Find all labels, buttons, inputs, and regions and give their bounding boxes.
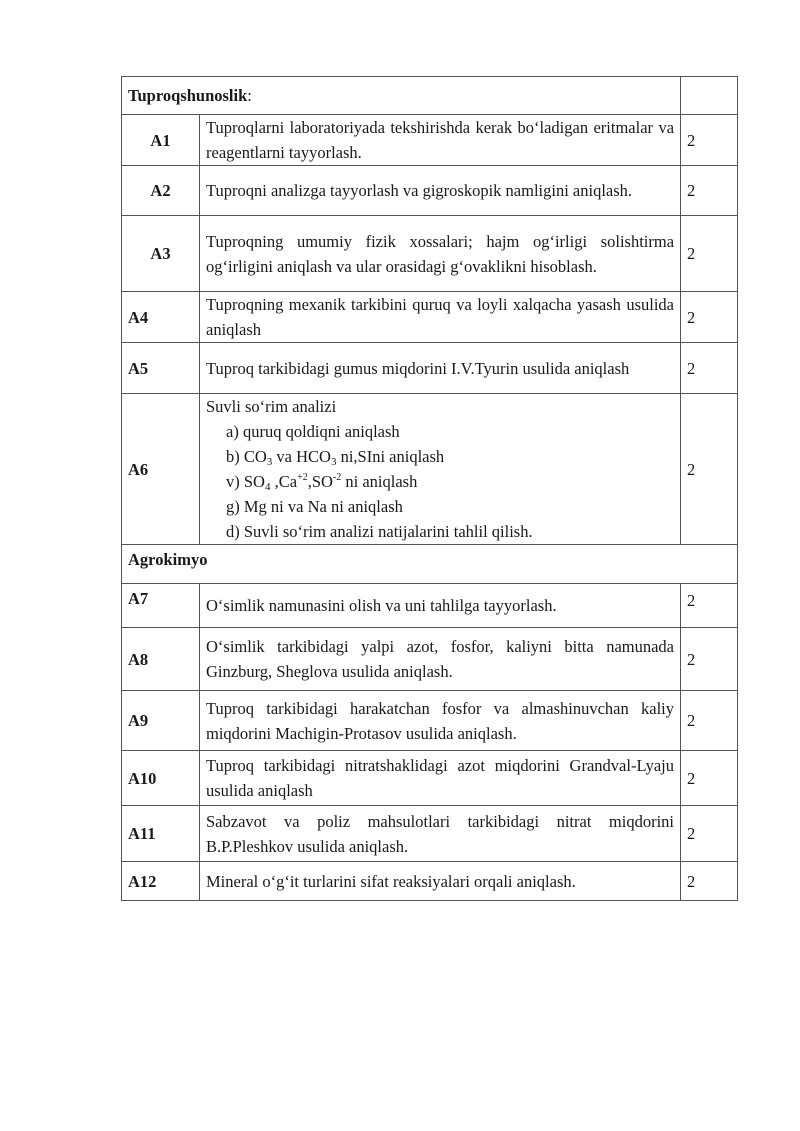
row-code: A6 [122,394,200,545]
lab-plan-table [121,76,738,901]
row-description: Tuproqni analizga tayyorlash va gigroskopik namligini aniqlash. [200,166,681,216]
row-hours: 2 [681,394,738,545]
row-code: A7 [122,584,200,628]
table-row [122,216,738,292]
row-hours: 2 [681,751,738,806]
table-row [122,751,738,806]
a6-title: Suvli so‘rim analizi [206,397,337,416]
table-row [122,115,738,166]
row-hours: 2 [681,115,738,166]
row-description: Sabzavot va poliz mahsulotlari tarkibidagi nitrat miqdorini B.P.Pleshkov usulida aniqlash. [200,806,681,862]
row-description: Tuproq tarkibidagi gumus miqdorini I.V.Tyurin usulida aniqlash [200,343,681,394]
row-code: A2 [122,166,200,216]
row-code: A8 [122,628,200,691]
section-row-agro [122,545,738,584]
row-code: A10 [122,751,200,806]
row-hours: 2 [681,862,738,901]
empty-cell [681,77,738,115]
row-code: A5 [122,343,200,394]
row-code: A9 [122,691,200,751]
section-heading-soil: Tuproqshunoslik: [122,77,681,115]
row-description: O‘simlik tarkibidagi yalpi azot, fosfor, kaliyni bitta namunada Ginzburg, Sheglova usulida aniqlash. [200,628,681,691]
row-description: O‘simlik namunasini olish va uni tahlilga tayyorlash. [200,584,681,628]
row-code: A4 [122,292,200,343]
table-row [122,691,738,751]
row-description: Tuproq tarkibidagi nitratshaklidagi azot miqdorini Grandval-Lyaju usulida aniqlash [200,751,681,806]
row-hours: 2 [681,292,738,343]
table-row [122,628,738,691]
a6-item-d: d) Suvli so‘rim analizi natijalarini tahlil qilish. [226,522,533,541]
row-description: Tuproq tarkibidagi harakatchan fosfor va almashinuvchan kaliy miqdorini Machigin-Protasov usulida aniqlash. [200,691,681,751]
table-row [122,584,738,628]
table-row [122,862,738,901]
a6-item-a: a) quruq qoldiqni aniqlash [226,422,400,441]
row-description: Mineral o‘g‘it turlarini sifat reaksiyalari orqali aniqlash. [200,862,681,901]
a6-item-v: v) $SO_4$ $,Ca^{+2},SO^{-2}$ ni aniqlash [226,472,418,493]
row-description: Tuproqning mexanik tarkibini quruq va loyli xalqacha yasash usulida aniqlash [200,292,681,343]
table-row [122,806,738,862]
row-hours: 2 [681,628,738,691]
row-hours: 2 [681,166,738,216]
a6-item-b: b) $CO_3$ va $HCO_3$ ni,SIni aniqlash [226,447,445,468]
row-hours: 2 [681,343,738,394]
a6-item-g: g) Mg ni va Na ni aniqlash [226,497,403,516]
row-hours: 2 [681,216,738,292]
row-hours: 2 [681,806,738,862]
row-description [200,394,681,545]
table-row [122,394,738,545]
row-code: A1 [122,115,200,166]
row-hours: 2 [681,691,738,751]
table-row [122,343,738,394]
row-code: A12 [122,862,200,901]
row-code: A3 [122,216,200,292]
row-hours: 2 [681,584,738,628]
section-row-soil [122,77,738,115]
row-description: Tuproqning umumiy fizik xossalari; hajm og‘irligi solishtirma og‘irligini aniqlash va ular orasidagi g‘ovaklikni hisoblash. [200,216,681,292]
section-heading-agro: Agrokimyo [122,545,738,584]
row-description: Tuproqlarni laboratoriyada tekshirishda kerak bo‘ladigan eritmalar va reagentlarni tayyorlash. [200,115,681,166]
table-row [122,292,738,343]
table-row [122,166,738,216]
row-code: A11 [122,806,200,862]
